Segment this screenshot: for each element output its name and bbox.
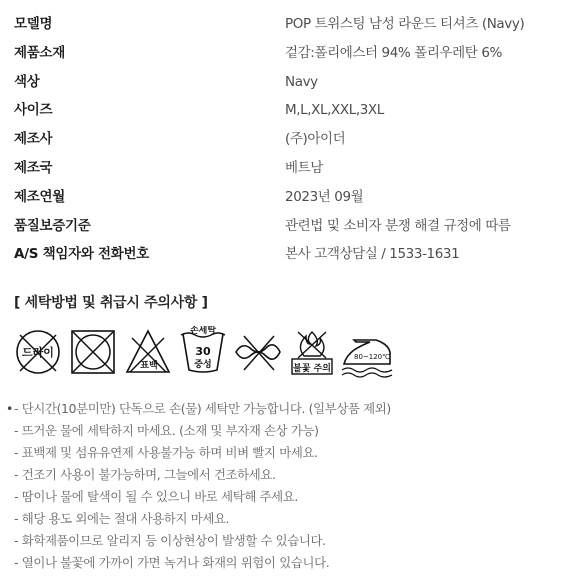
note-text: - 표백제 및 섬유유연제 사용불가능 하며 비벼 빨지 마세요. (14, 445, 318, 460)
hand-wash-temp-label: 30 (195, 345, 211, 358)
spec-value: 2023년 09월 (285, 188, 364, 205)
spec-row-date (14, 183, 574, 212)
no-tumble-dry-icon (67, 326, 119, 378)
spec-row-as-contact (14, 240, 574, 269)
fire-caution-label: 불꽃 주의 (293, 364, 331, 374)
spec-row-material (14, 39, 574, 68)
note-text: - 땀이나 물에 탈색이 될 수 있으니 바로 세탁해 주세요. (14, 489, 299, 504)
note-text: - 해당 용도 외에는 절대 사용하지 마세요. (14, 511, 230, 526)
spec-key: A/S 책임자와 전화번호 (14, 246, 149, 263)
spec-value: Navy (285, 73, 318, 90)
list-item (6, 420, 571, 442)
spec-key: 제조사 (14, 131, 53, 148)
no-bleach-icon (122, 326, 174, 378)
spec-row-size (14, 96, 574, 125)
list-item (6, 398, 571, 420)
note-text: - 열이나 불꽃에 가까이 가면 녹거나 화재의 위험이 있습니다. (14, 555, 330, 570)
spec-value: 본사 고객상담실 / 1533-1631 (285, 246, 460, 263)
spec-value: POP 트위스팅 남성 라운드 티셔츠 (Navy) (285, 16, 525, 32)
note-text: - 뜨거운 물에 세탁하지 마세요. (소재 및 부자재 손상 가능) (14, 423, 319, 438)
spec-row-country (14, 154, 574, 183)
care-icons (12, 326, 392, 378)
iron-temp-label: 80~120℃ (354, 353, 390, 361)
spec-value: 관련법 및 소비자 분쟁 해결 규정에 따름 (285, 217, 511, 234)
no-dry-clean-icon (12, 326, 64, 378)
no-wring-icon (232, 326, 284, 378)
spec-value: (주)아이더 (285, 131, 346, 148)
spec-key: 사이즈 (14, 102, 53, 119)
hand-wash-bottom-label: 중성 (194, 360, 212, 370)
care-notes-list (6, 398, 571, 574)
list-item (6, 464, 571, 486)
care-section-title: [ 세탁방법 및 취급시 주의사항 ] (14, 295, 208, 311)
spec-value: 겉감:폴리에스터 94% 폴리우레탄 6% (285, 44, 502, 61)
spec-row-color (14, 68, 574, 97)
spec-row-model (14, 10, 574, 39)
fire-caution-icon (286, 326, 338, 378)
list-item (6, 486, 571, 508)
spec-key: 제품소재 (14, 44, 65, 61)
note-text: - 화학제품이므로 알리지 등 이상현상이 발생할 수 있습니다. (14, 533, 326, 548)
iron-icon (340, 326, 394, 378)
product-spec-table (14, 10, 574, 269)
bullet-dot: • (6, 401, 13, 416)
hand-wash-icon (177, 326, 229, 378)
bleach-label: 표백 (140, 361, 158, 371)
note-text: - 단시간(10분미만) 단독으로 손(물) 세탁만 가능합니다. (일부상품 제외) (14, 401, 391, 416)
list-item (6, 508, 571, 530)
list-item (6, 442, 571, 464)
spec-key: 색상 (14, 73, 40, 90)
spec-key: 모델명 (14, 16, 53, 32)
list-item (6, 552, 571, 574)
dry-clean-label: 드라이 (22, 346, 54, 359)
spec-key: 품질보증기준 (14, 217, 91, 234)
spec-row-warranty (14, 212, 574, 241)
note-text: - 건조기 사용이 불가능하며, 그늘에서 건조하세요. (14, 467, 276, 482)
spec-value: 베트남 (285, 159, 323, 176)
list-item (6, 530, 571, 552)
hand-wash-top-label: 손세탁 (189, 326, 217, 336)
spec-row-manufacturer (14, 125, 574, 154)
spec-value: M,L,XL,XXL,3XL (285, 102, 384, 119)
spec-key: 제조국 (14, 159, 53, 176)
spec-key: 제조연월 (14, 188, 65, 205)
